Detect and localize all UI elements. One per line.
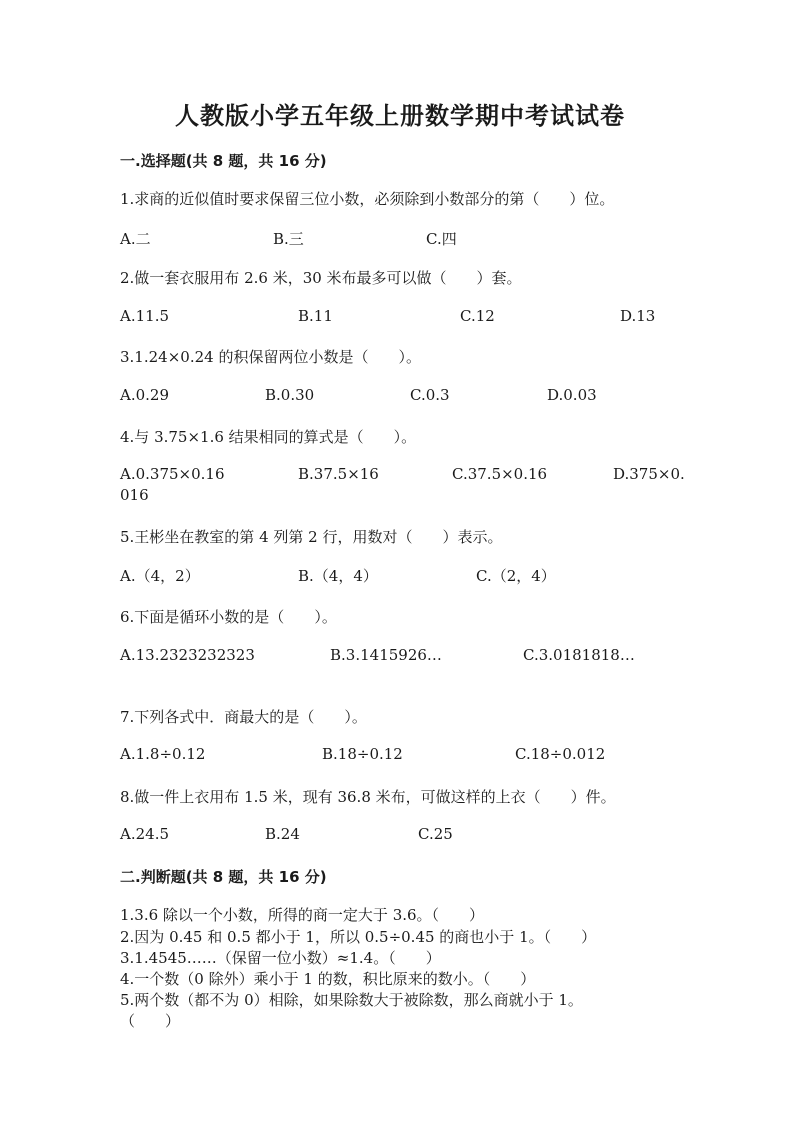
option-2a: A.11.5: [120, 307, 169, 325]
option-4c: C.37.5×0.16: [452, 465, 548, 483]
option-5b: B.（4，4）: [298, 567, 378, 585]
options-1: [120, 228, 700, 250]
question-1: 1.求商的近似值时要求保留三位小数，必须除到小数部分的第（ ）位。: [120, 190, 615, 208]
question-7: 7.下列各式中．商最大的是（ ）。: [120, 708, 367, 726]
option-2b: B.11: [298, 307, 333, 325]
judge-item-2: 2.因为 0.45 和 0.5 都小于 1，所以 0.5÷0.45 的商也小于 1。（ ）: [120, 928, 597, 946]
section-header-choice: 一.选择题(共 8 题，共 16 分): [120, 152, 327, 170]
option-4d: D.375×0.: [613, 465, 685, 483]
option-6b: B.3.1415926…: [330, 646, 442, 664]
judge-item-4: 4.一个数（0 除外）乘小于 1 的数，积比原来的数小。（ ）: [120, 970, 536, 988]
question-2: 2.做一套衣服用布 2.6 米，30 米布最多可以做（ ）套。: [120, 269, 522, 287]
options-2: [120, 307, 700, 329]
options-5: [120, 565, 700, 587]
options-7: [120, 745, 700, 767]
judge-item-1: 1.3.6 除以一个小数，所得的商一定大于 3.6。（ ）: [120, 906, 485, 924]
judge-item-5: 5.两个数（都不为 0）相除，如果除数大于被除数，那么商就小于 1。: [120, 991, 583, 1009]
question-3: 3.1.24×0.24 的积保留两位小数是（ ）。: [120, 348, 421, 366]
option-5a: A.（4，2）: [120, 567, 200, 585]
option-3a: A.0.29: [120, 386, 169, 404]
options-6: [120, 646, 700, 668]
page-title: 人教版小学五年级上册数学期中考试试卷: [175, 101, 625, 130]
question-5: 5.王彬坐在教室的第 4 列第 2 行，用数对（ ）表示。: [120, 528, 503, 546]
section-header-judge: 二.判断题(共 8 题，共 16 分): [120, 868, 327, 886]
option-1c: C.四: [426, 230, 457, 248]
option-5c: C.（2，4）: [476, 567, 556, 585]
judge-item-5-continuation: （ ）: [120, 1012, 181, 1030]
question-6: 6.下面是循环小数的是（ ）。: [120, 608, 337, 626]
question-8: 8.做一件上衣用布 1.5 米，现有 36.8 米布，可做这样的上衣（ ）件。: [120, 788, 616, 806]
option-8c: C.25: [418, 825, 453, 843]
option-1b: B.三: [273, 230, 304, 248]
judge-item-3: 3.1.4545……（保留一位小数）≈1.4。（ ）: [120, 949, 441, 967]
option-7a: A.1.8÷0.12: [120, 745, 206, 763]
option-2d: D.13: [620, 307, 656, 325]
option-7c: C.18÷0.012: [515, 745, 606, 763]
option-4b: B.37.5×16: [298, 465, 379, 483]
option-6a: A.13.2323232323: [120, 646, 255, 664]
option-2c: C.12: [460, 307, 495, 325]
options-4: [120, 465, 700, 487]
option-4d-continuation: 016: [120, 486, 149, 504]
option-1a: A.二: [120, 230, 151, 248]
option-8b: B.24: [265, 825, 300, 843]
option-6c: C.3.0181818…: [523, 646, 635, 664]
option-3c: C.0.3: [410, 386, 450, 404]
option-8a: A.24.5: [120, 825, 169, 843]
options-8: [120, 825, 700, 847]
option-3d: D.0.03: [547, 386, 597, 404]
question-4: 4.与 3.75×1.6 结果相同的算式是（ ）。: [120, 428, 417, 446]
option-7b: B.18÷0.12: [322, 745, 403, 763]
options-3: [120, 386, 700, 408]
option-4a: A.0.375×0.16: [120, 465, 225, 483]
option-3b: B.0.30: [265, 386, 315, 404]
